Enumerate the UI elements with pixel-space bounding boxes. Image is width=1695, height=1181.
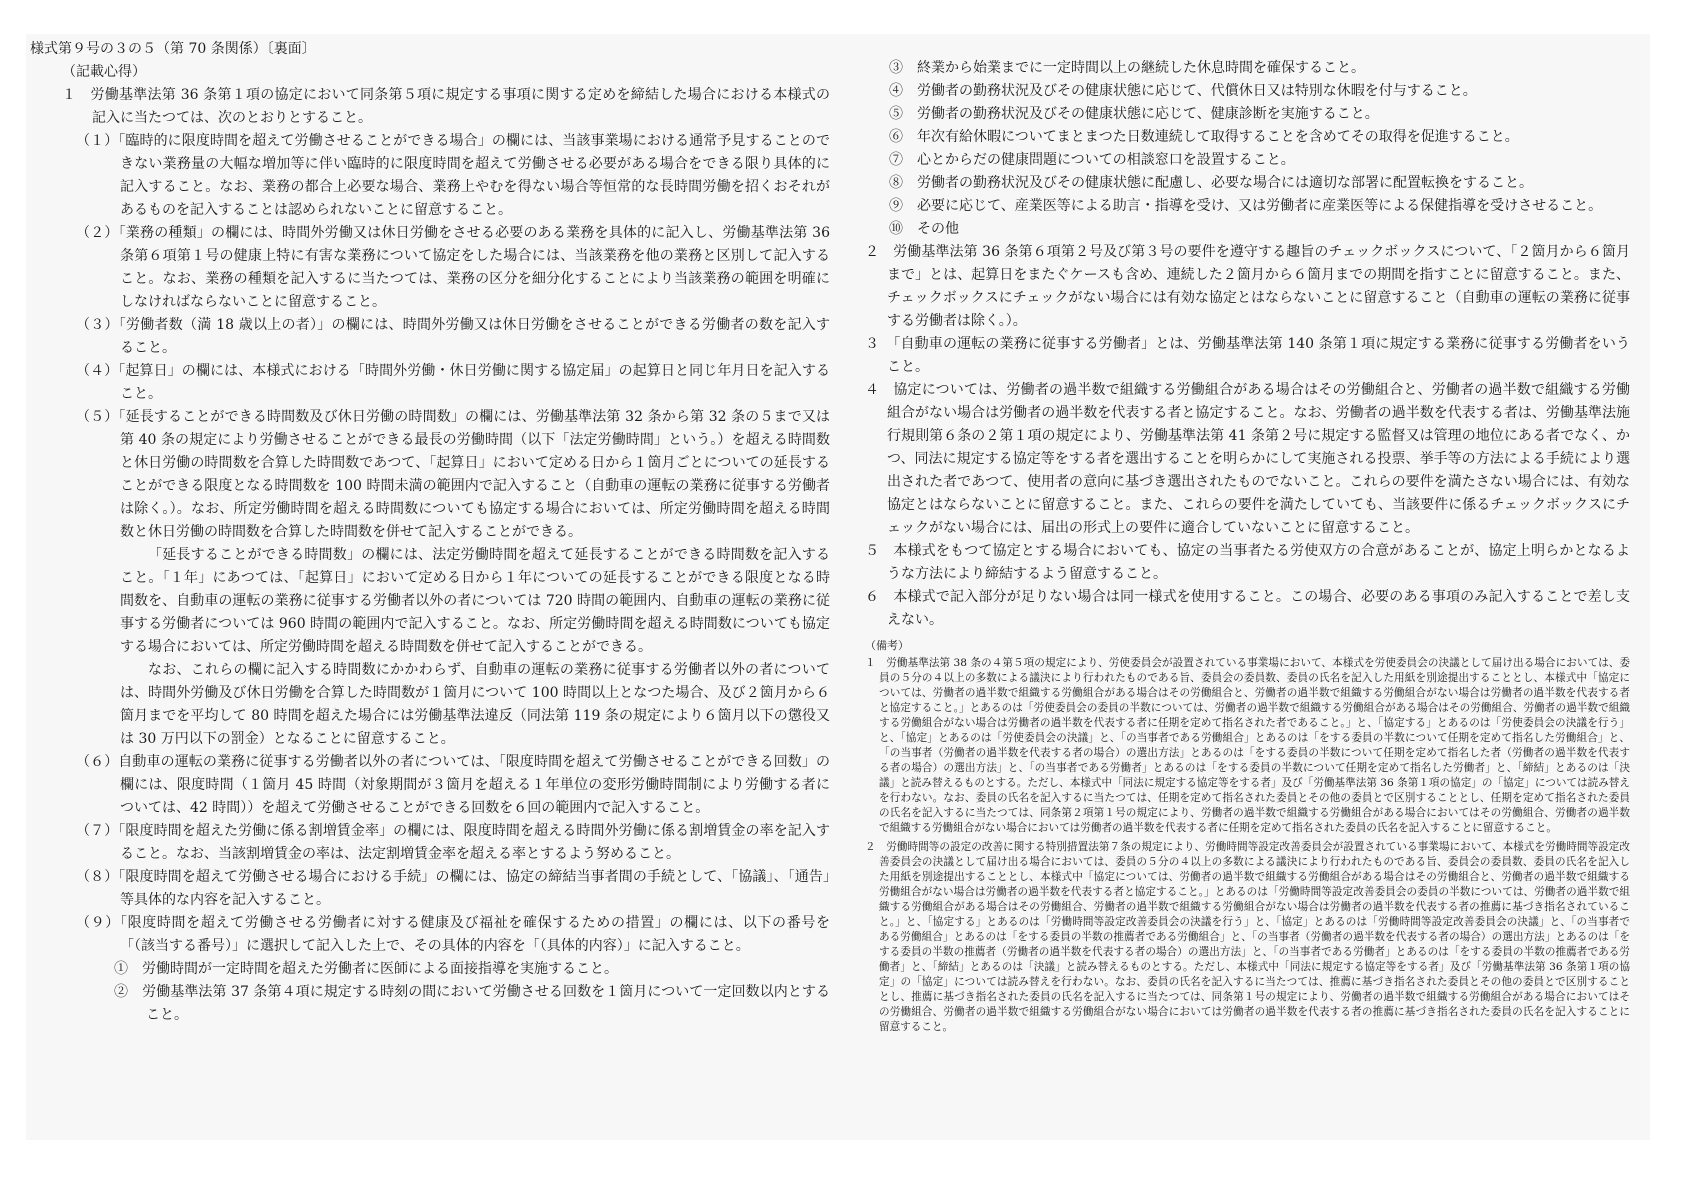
item-1-8: （８）「限度時間を超えて労働させる場合における手続」の欄には、協定の締結当事者間の手続として、「協議」、「通告」等具体的な内容を記入すること。 [76,869,830,908]
item-1-5: （５）「延長することができる時間数及び休日労働の時間数」の欄には、労働基準法第 32 条から第 32 条の５まで又は第 40 条の規定により労働させることができる最長の労働時間（以下「法定労働時間」という。）を超える時間数と休日労働の時間数を合算した時間数であつて、「起算日」において定める日から１箇月ごとについての延長することができる限度となる時間数を 100 時間未満の範囲内で記入すること（自動車の運転の業務に従事する労働者は除く。）。なお、所定労働時間を超える時間数についても協定する場合においては、所定労働時間を超える時間数と休日労働の時間数を合算した時間数を併せて記入することができる。 [76,409,830,540]
item-5: ５ 本様式をもつて協定とする場合においても、協定の当事者たる労使双方の合意があることが、協定上明らかとなるような方法により締結するよう留意すること。 [865,543,1630,582]
measure-6: ⑥ 年次有給休暇についてまとまつた日数連続して取得することを含めてその取得を促進すること。 [889,129,1519,145]
item-3: ３ 「自動車の運転の業務に従事する労働者」とは、労働基準法第 140 条第１項に規定する業務に従事する労働者をいうこと。 [865,336,1630,375]
left-column [30,38,830,1027]
item-1-5-paragraph-b: なお、これらの欄に記入する時間数にかかわらず、自動車の運転の業務に従事する労働者以外の者については、時間外労働及び休日労働を合算した時間数が１箇月について 100 時間以上となつた場合、及び２箇月から６箇月までを平均して 80 時間を超えた場合には労働基準法違反（同法第 119 条の規定により６箇月以下の懲役又は 30 万円以下の罰金）となることに留意すること。 [120,662,830,747]
measure-1: ① 労働時間が一定時間を超えた労働者に医師による面接指導を実施すること。 [114,961,618,977]
item-1-7: （７）「限度時間を超えた労働に係る割増賃金率」の欄には、限度時間を超える時間外労働に係る割増賃金の率を記入すること。なお、当該割増賃金の率は、法定割増賃金率を超える率とするよう努めること。 [76,823,830,862]
item-1-2: （２）「業務の種類」の欄には、時間外労働又は休日労働をさせる必要のある業務を具体的に記入し、労働基準法第 36 条第６項第１号の健康上特に有害な業務について協定をした場合には、当該業務を他の業務と区別して記入すること。なお、業務の種類を記入するに当たつては、業務の区分を細分化することにより当該業務の範囲を明確にしなければならないことに留意すること。 [76,225,830,310]
form-title: 様式第９号の３の５（第 70 条関係）〔裏面〕 [30,41,316,57]
measure-3: ③ 終業から始業までに一定時間以上の継続した休息時間を確保すること。 [889,60,1365,76]
measure-2: ② 労働基準法第 37 条第４項に規定する時刻の間において労働させる回数を１箇月について一定回数以内とすること。 [114,984,830,1023]
item-2: ２ 労働基準法第 36 条第６項第２号及び第３号の要件を遵守する趣旨のチェックボックスについて、「２箇月から６箇月まで」とは、起算日をまたぐケースも含め、連続した２箇月から６箇月までの期間を指すことに留意すること。また、チェックボックスにチェックがない場合には有効な協定とはならないことに留意すること（自動車の運転の業務に従事する労働者は除く。）。 [865,244,1630,329]
item-1-4: （４）「起算日」の欄には、本様式における「時間外労働・休日労働に関する協定届」の起算日と同じ年月日を記入すること。 [76,363,830,402]
item-1-3: （３）「労働者数（満 18 歳以上の者）」の欄には、時間外労働又は休日労働をさせることができる労働者の数を記入すること。 [76,317,830,356]
item-1-9: （９）「限度時間を超えて労働させる労働者に対する健康及び福祉を確保するための措置」の欄には、以下の番号を「（該当する番号）」に選択して記入した上で、その具体的内容を「（具体的内容）」に記入すること。 [76,915,830,954]
measure-10: ⑩ その他 [889,221,959,237]
remarks-2: ２ 労働時間等の設定の改善に関する特別措置法第７条の規定により、労働時間等設定改善委員会が設置されている事業場において、本様式を労働時間等設定改善委員会の決議として届け出る場合においては、委員の５分の４以上の多数による議決により行われたものである旨、委員会の委員数、委員の氏名を記入した用紙を別途提出することとし、本様式中「協定については、労働者の過半数で組織する労働組合がある場合はその労働組合と、労働者の過半数で組織する労働組合がない場合は労働者の過半数を代表する者と協定すること。」とあるのは「労働時間等設定改善委員会の委員の半数については、労働者の過半数で組織する労働組合がある場合はその労働組合、労働者の過半数で組織する労働組合がない場合は労働者の過半数を代表する者の推薦に基づき指名されていること。」と、「協定する」とあるのは「労働時間等設定改善委員会の決議を行う」と、「協定」とあるのは「労働時間等設定改善委員会の決議」と、「の当事者である労働組合」とあるのは「をする委員の半数の推薦者である労働組合」と、「の当事者（労働者の過半数を代表する者の場合）の選出方法」とあるのは「をする委員の半数の推薦者（労働者の過半数を代表する者の場合）の選出方法」と、「の当事者である労働者」とあるのは「をする委員の半数の推薦者である労働者」と、「締結」とあるのは「決議」と読み替えるものとする。ただし、本様式中「同法に規定する協定等をする者」及び「労働基準法第 36 条第１項の協定」の「協定」については読み替えを行わない。なお、委員の氏名を記入するに当たつては、推薦に基づき指名された委員とその他の委員とで区別することとし、推薦に基づき指名された委員の氏名を記入するに当たつては、同条第１号の規定により、労働者の過半数で組織する労働組合がある場合においてはその労働組合、労働者の過半数で組織する労働組合がない場合においては労働者の過半数を代表する者の推薦に基づき指名された委員の氏名を記入することに留意すること。 [865,841,1630,1033]
measure-5: ⑤ 労働者の勤務状況及びその健康状態に応じて、健康診断を実施すること。 [889,106,1379,122]
remarks-1: １ 労働基準法第 38 条の４第５項の規定により、労使委員会が設置されている事業場において、本様式を労使委員会の決議として届け出る場合においては、委員の５分の４以上の多数による議決により行われたものである旨、委員会の委員数、委員の氏名を記入した用紙を別途提出することとし、本様式中「協定については、労働者の過半数で組織する労働組合がある場合はその労働組合と、労働者の過半数で組織する労働組合がない場合は労働者の過半数を代表する者と協定すること。」とあるのは「労使委員会の委員の半数については、労働者の過半数で組織する労働組合がある場合はその労働組合、労働者の過半数で組織する労働組合がない場合は労働者の過半数を代表する者に任期を定めて指名された者であること。」と、「協定する」とあるのは「労使委員会の決議を行う」と、「協定」とあるのは「労使委員会の決議」と、「の当事者である労働組合」とあるのは「をする委員の半数について任期を定めて指名した労働組合」と、「の当事者（労働者の過半数を代表する者の場合）の選出方法」とあるのは「をする委員の半数について任期を定めて指名した者（労働者の過半数を代表する者の場合）の選出方法」と、「の当事者である労働者」とあるのは「をする委員の半数について任期を定めて指名した労働者」と、「締結」とあるのは「決議」と読み替えるものとする。ただし、本様式中「同法に規定する協定等をする者」及び「労働基準法第 36 条第１項の協定」の「協定」については読み替えを行わない。なお、委員の氏名を記入するに当たつては、任期を定めて指名された委員とその他の委員とで区別することとし、任期を定めて指名された委員の氏名を記入するに当たつては、同条第２項第１号の規定により、労働者の過半数で組織する労働組合がある場合においてはその労働組合、労働者の過半数で組織する労働組合がない場合においては労働者の過半数を代表する者に任期を定めて指名された委員の氏名を記入することに留意すること。 [865,657,1630,834]
item-1-6: （６）自動車の運転の業務に従事する労働者以外の者については、「限度時間を超えて労働させることができる回数」の欄には、限度時間（１箇月 45 時間（対象期間が３箇月を超える１年単位の変形労働時間制により労働する者については、42 時間））を超えて労働させることができる回数を６回の範囲内で記入すること。 [76,754,830,816]
notes-heading: （記載心得） [62,64,146,80]
item-6: ６ 本様式で記入部分が足りない場合は同一様式を使用すること。この場合、必要のある事項のみ記入することで差し支えない。 [865,589,1630,628]
item-1-1: （１）「臨時的に限度時間を超えて労働させることができる場合」の欄には、当該事業場における通常予見することのできない業務量の大幅な増加等に伴い臨時的に限度時間を超えて労働させる必要がある場合をできる限り具体的に記入すること。なお、業務の都合上必要な場合、業務上やむを得ない場合等恒常的な長時間労働を招くおそれがあるものを記入することは認められないことに留意すること。 [76,133,830,218]
measure-9: ⑨ 必要に応じて、産業医等による助言・指導を受け、又は労働者に産業医等による保健指導を受けさせること。 [889,198,1603,214]
measure-4: ④ 労働者の勤務状況及びその健康状態に応じて、代償休日又は特別な休暇を付与すること。 [889,83,1477,99]
item-1: １ 労働基準法第 36 条第１項の協定において同条第５項に規定する事項に関する定めを締結した場合における本様式の記入に当たつては、次のとおりとすること。 [62,87,830,126]
item-1-5-paragraph-a: 「延長することができる時間数」の欄には、法定労働時間を超えて延長することができる時間数を記入すること。「１年」にあつては、「起算日」において定める日から１年についての延長することができる限度となる時間数を、自動車の運転の業務に従事する労働者以外の者については 720 時間の範囲内、自動車の運転の業務に従事する労働者については 960 時間の範囲内で記入すること。なお、所定労働時間を超える時間数についても協定する場合においては、所定労働時間を超える時間数を併せて記入することができる。 [120,547,830,655]
measure-8: ⑧ 労働者の勤務状況及びその健康状態に配慮し、必要な場合には適切な部署に配置転換をすること。 [889,175,1533,191]
item-4: ４ 協定については、労働者の過半数で組織する労働組合がある場合はその労働組合と、労働者の過半数で組織する労働組合がない場合は労働者の過半数を代表する者と協定すること。なお、労働者の過半数を代表する者は、労働基準法施行規則第６条の２第１項の規定により、労働基準法第 41 条第２号に規定する監督又は管理の地位にある者でなく、かつ、同法に規定する協定等をする者を選出することを明らかにして実施される投票、挙手等の方法による手続により選出された者であつて、使用者の意向に基づき選出されたものでないこと。これらの要件を満たさない場合には、有効な協定とはならないことに留意すること。また、これらの要件を満たしていても、当該要件に係るチェックボックスにチェックがない場合には、届出の形式上の要件に適合していないことに留意すること。 [865,382,1630,536]
right-column [865,57,1630,1035]
remarks-heading: （備考） [865,639,909,652]
measure-7: ⑦ 心とからだの健康問題についての相談窓口を設置すること。 [889,152,1295,168]
